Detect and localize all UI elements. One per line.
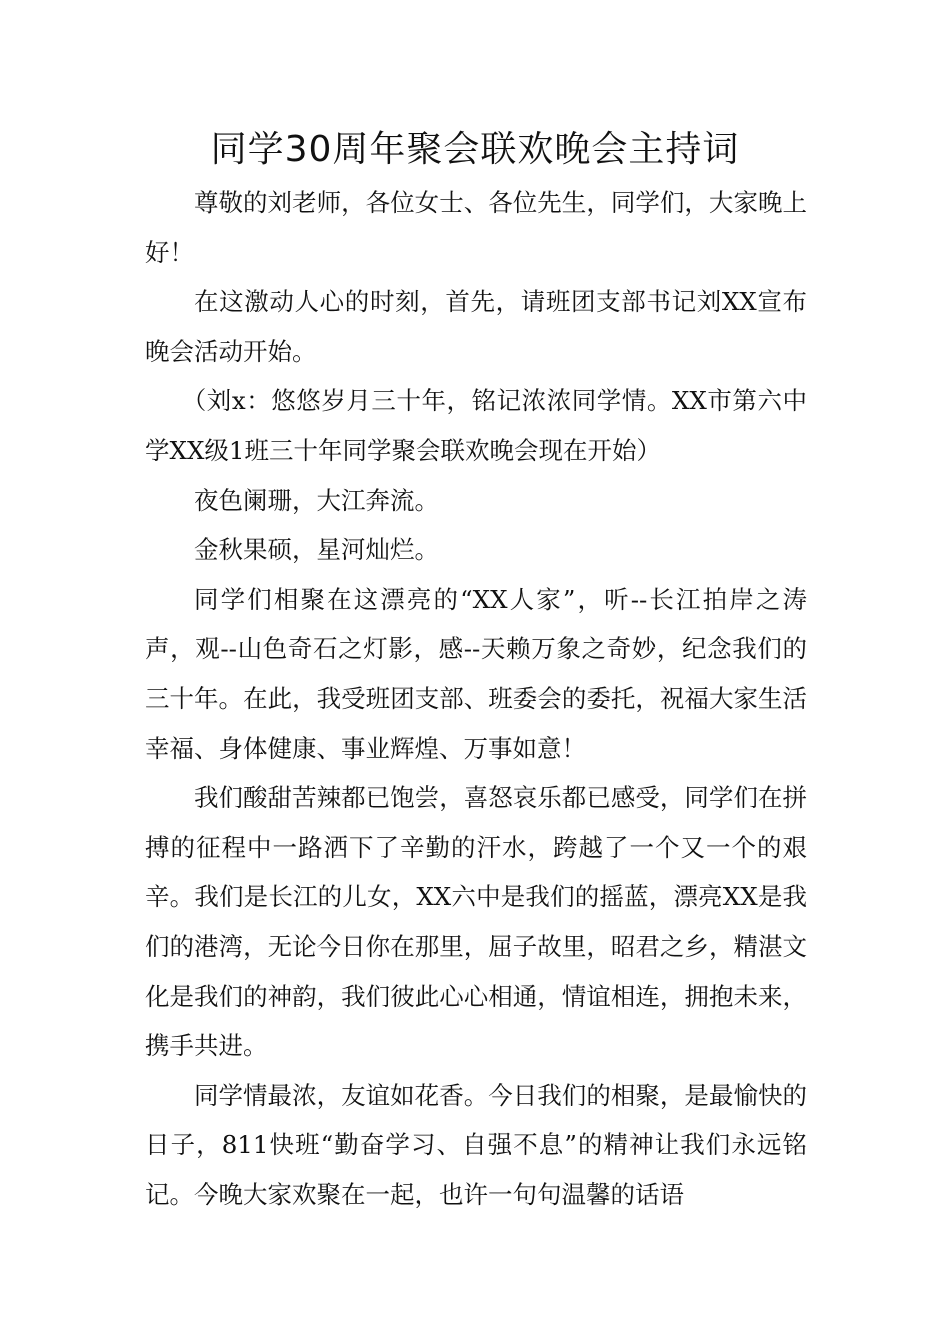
document-body [145,178,807,1219]
paragraph-autumn-scene: 金秋果硕，星河灿烂。 [194,535,439,565]
paragraph-greeting: 尊敬的刘老师，各位女士、各位先生，同学们，大家晚上好！ [145,188,807,267]
document-title: 同学30周年聚会联欢晚会主持词 [210,129,740,170]
paragraph-night-scene: 夜色阑珊，大江奔流。 [194,485,439,515]
paragraph-gathering: 同学们相聚在这漂亮的“XX人家”，听--长江拍岸之涛声，观--山色奇石之灯影，感--天赖万象之奇妙，纪念我们的三十年。在此，我受班团支部、班委会的委托，祝福大家生活幸福、身体健康、事业辉煌、万事如意！ [145,584,807,763]
paragraph-friendship: 同学情最浓，友谊如花香。今日我们的相聚，是最愉快的日子，811快班“勤奋学习、自强不息”的精神让我们永远铭记。今晚大家欢聚在一起，也许一句句温馨的话语 [145,1080,807,1209]
paragraph-journey: 我们酸甜苦辣都已饱尝，喜怒哀乐都已感受，同学们在拼搏的征程中一路洒下了辛勤的汗水，跨越了一个又一个的艰辛。我们是长江的儿女，XX六中是我们的摇蓝，漂亮XX是我们的港湾，无论今日你在那里，屈子故里，昭君之乡，精湛文化是我们的神韵，我们彼此心心相通，情谊相连，拥抱未来，携手共进。 [145,783,807,1061]
paragraph-opening-quote: （刘x：悠悠岁月三十年，铭记浓浓同学情。XX市第六中学XX级1班三十年同学聚会联欢晚会现在开始） [145,386,807,465]
paragraph-opening-announcement: 在这激动人心的时刻，首先，请班团支部书记刘XX宣布晚会活动开始。 [145,287,807,366]
